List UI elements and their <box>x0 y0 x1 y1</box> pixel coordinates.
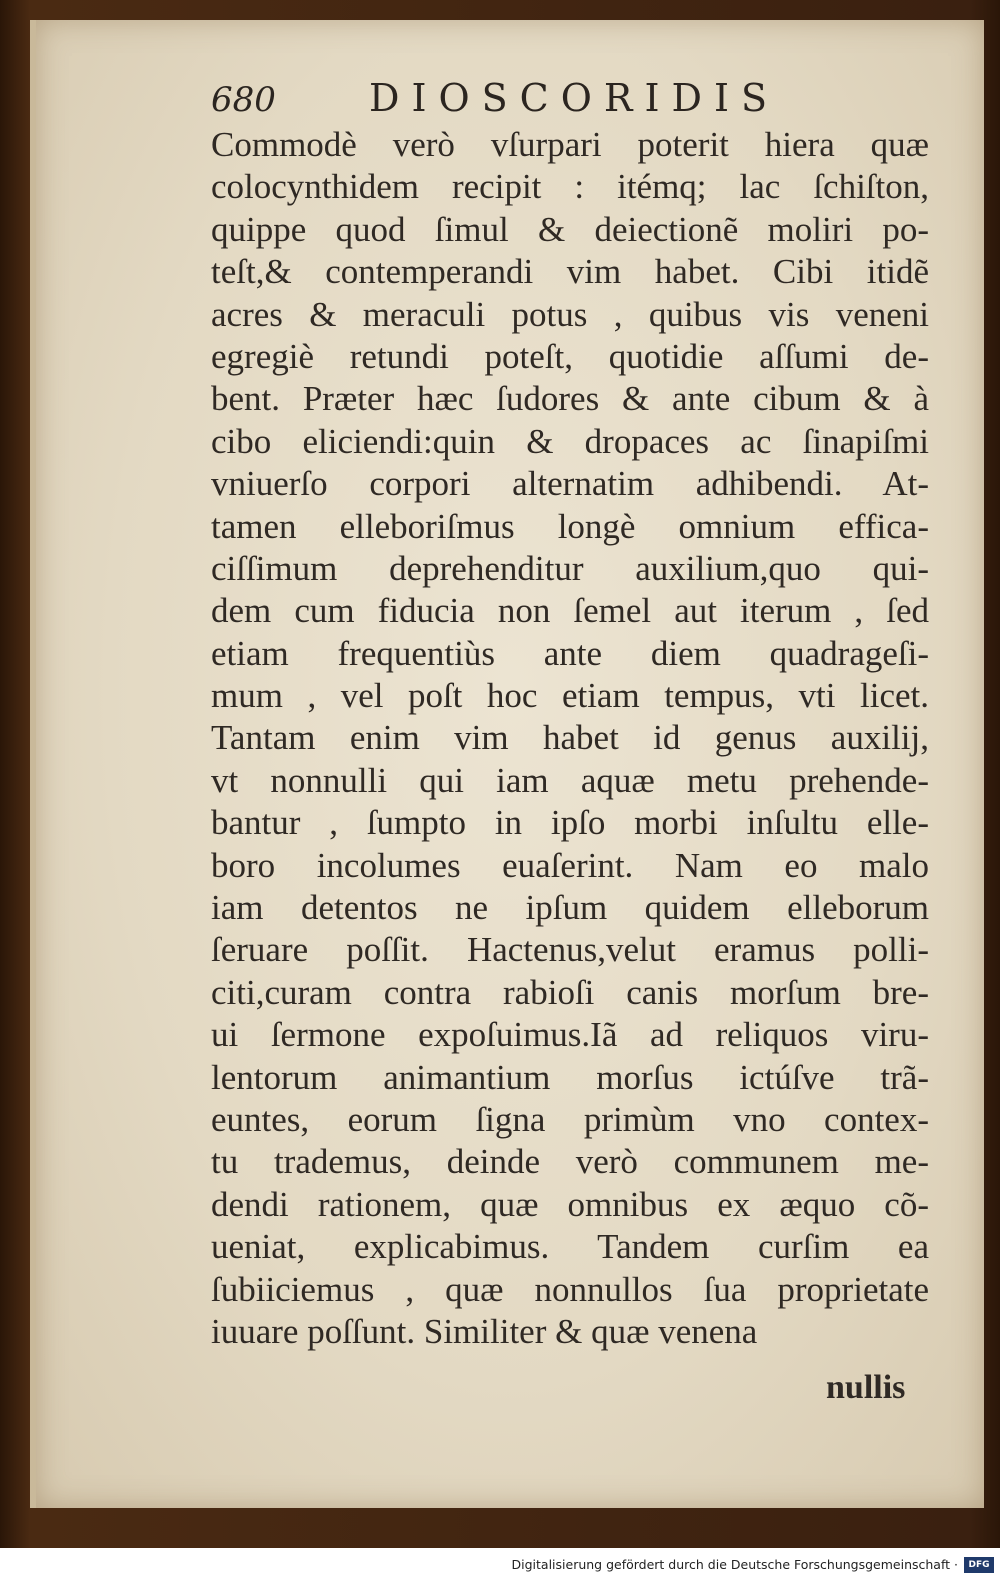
text-line: ueniat, explicabimus. Tandem curſim ea <box>211 1227 929 1267</box>
text-line: ciſſimum deprehenditur auxilium,quo qui- <box>211 548 929 588</box>
text-line: vniuerſo corpori alternatim adhibendi. At- <box>211 464 929 504</box>
catchword: nullis <box>826 1369 906 1406</box>
text-line: euntes, eorum ſigna primùm vno contex- <box>211 1099 929 1139</box>
text-line: vt nonnulli qui iam aquæ metu prehende- <box>211 760 929 800</box>
text-line: colocynthidem recipit : itémq; lac ſchiſton, <box>211 167 929 207</box>
text-line: mum , vel poſt hoc etiam tempus, vti licet. <box>211 676 929 716</box>
text-line: acres & meraculi potus , quibus vis veneni <box>211 294 929 334</box>
text-line: etiam frequentiùs ante diem quadrageſi- <box>211 633 929 673</box>
text-line: tamen elleboriſmus longè omnium effica- <box>211 506 929 546</box>
text-line: dem cum fiducia non ſemel aut iterum , ſed <box>211 591 929 631</box>
digitization-footer <box>0 1548 1000 1587</box>
page-number: 680 <box>211 80 276 120</box>
text-line: cibo eliciendi:quin & dropaces ac ſinapiſmi <box>211 421 929 461</box>
running-head: DIOSCORIDIS <box>369 76 780 120</box>
text-line: bent. Præter hæc ſudores & ante cibum & à <box>211 379 929 419</box>
text-line: iuuare poſſunt. Similiter & quæ venena <box>211 1311 758 1351</box>
text-line: boro incolumes euaſerint. Nam eo malo <box>211 845 929 885</box>
body-text <box>211 124 929 1353</box>
text-line: ui ſermone expoſuimus.Iã ad reliquos viru- <box>211 1015 929 1055</box>
text-line: citi,curam contra rabioſi canis morſum bre- <box>211 972 929 1012</box>
dfg-logo-icon: DFG <box>964 1557 994 1573</box>
text-line: ſeruare poſſit. Hactenus,velut eramus polli- <box>211 930 929 970</box>
text-line: quippe quod ſimul & deiectionẽ moliri po- <box>211 209 929 249</box>
funding-credit: Digitalisierung gefördert durch die Deutsche Forschungsgemeinschaft · <box>511 1557 958 1572</box>
text-line: bantur , ſumpto in ipſo morbi inſultu elle- <box>211 803 929 843</box>
text-line: Tantam enim vim habet id genus auxilij, <box>211 718 929 758</box>
text-line: tu trademus, deinde verò communem me- <box>211 1142 929 1182</box>
text-line: dendi rationem, quæ omnibus ex æquo cõ- <box>211 1184 929 1224</box>
text-line: Commodè verò vſurpari poterit hiera quæ <box>211 125 929 164</box>
text-line: iam detentos ne ipſum quidem elleborum <box>211 888 929 928</box>
page-header <box>211 76 851 126</box>
text-line: teſt,& contemperandi vim habet. Cibi itidẽ <box>211 252 929 292</box>
text-line: lentorum animantium morſus ictúſve trã- <box>211 1057 929 1097</box>
book-page <box>30 20 984 1508</box>
text-line: ſubiiciemus , quæ nonnullos ſua proprietate <box>211 1269 929 1309</box>
text-line: egregiè retundi poteſt, quotidie aſſumi de- <box>211 336 929 376</box>
